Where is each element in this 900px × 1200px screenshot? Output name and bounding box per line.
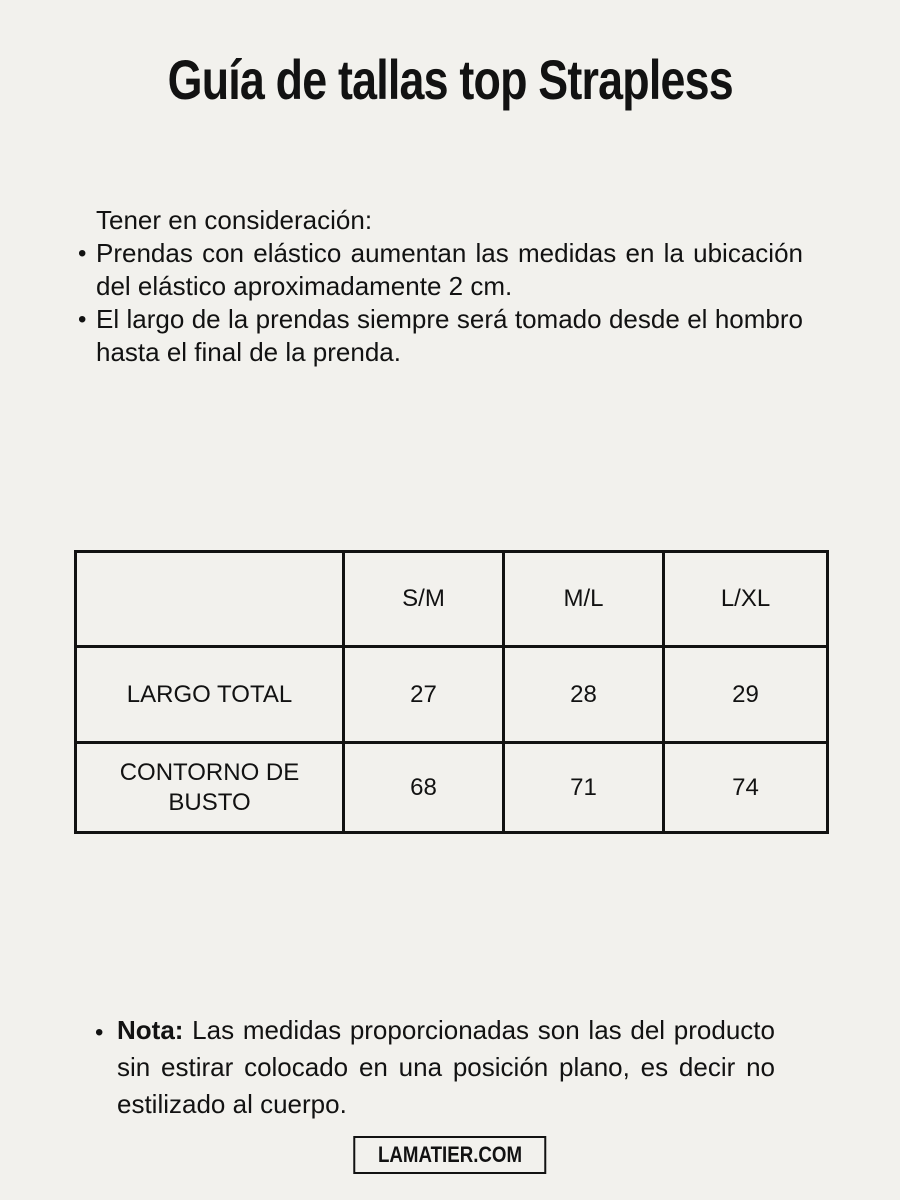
- size-value-cell: 74: [664, 743, 828, 833]
- table-row: [76, 647, 828, 743]
- page-title-text: Guía de tallas top Strapless: [167, 48, 733, 111]
- size-value-cell: 27: [344, 647, 504, 743]
- note-text: Las medidas proporcionadas son las del producto sin estirar colocado en una posición plano, es decir no estilizado al cuerpo.: [117, 1015, 775, 1119]
- row-label: LARGO TOTAL: [76, 647, 344, 743]
- considerations-section: [78, 204, 803, 369]
- size-table: [74, 550, 829, 834]
- consideration-item: [78, 237, 803, 303]
- note-section: [95, 1012, 775, 1123]
- note-label: Nota:: [117, 1015, 184, 1045]
- size-value-cell: 68: [344, 743, 504, 833]
- row-label: CONTORNO DE BUSTO: [76, 743, 344, 833]
- corner-header-cell: [76, 552, 344, 647]
- page-title: [0, 48, 900, 112]
- size-table-header-row: [76, 552, 828, 647]
- considerations-list: [78, 237, 803, 369]
- brand-badge: [353, 1136, 546, 1174]
- considerations-heading: Tener en consideración:: [96, 205, 373, 235]
- brand-label: LAMATIER.COM: [377, 1142, 523, 1167]
- bullet-icon: •: [78, 240, 87, 267]
- size-value-cell: 29: [664, 647, 828, 743]
- size-value-cell: 71: [504, 743, 664, 833]
- consideration-item-text: El largo de la prendas siempre será tomado desde el hombro hasta el final de la prenda.: [96, 304, 803, 367]
- size-column-header: M/L: [504, 552, 664, 647]
- consideration-item-text: Prendas con elástico aumentan las medidas en la ubicación del elástico aproximadamente 2 cm.: [96, 238, 803, 301]
- size-column-header: S/M: [344, 552, 504, 647]
- bullet-icon: •: [95, 1019, 104, 1046]
- bullet-icon: •: [78, 306, 87, 333]
- table-row: [76, 743, 828, 833]
- consideration-item: [78, 303, 803, 369]
- size-value-cell: 28: [504, 647, 664, 743]
- note: [95, 1012, 775, 1123]
- size-column-header: L/XL: [664, 552, 828, 647]
